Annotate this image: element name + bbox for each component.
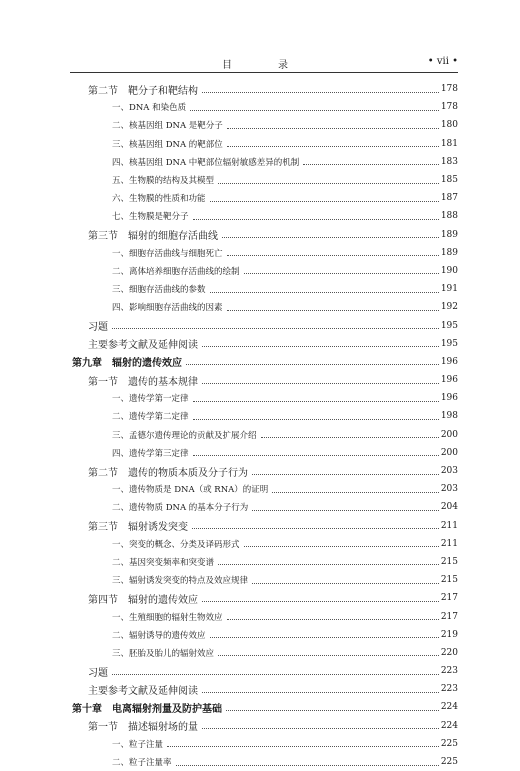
toc-entry-label: 第四节 辐射的遗传效应: [88, 594, 198, 606]
toc-entry-page: 191: [440, 284, 458, 295]
toc-entry-label: 二、辐射诱导的遗传效应: [112, 630, 206, 641]
toc-entry-label: 第二节 靶分子和靶结构: [88, 85, 198, 97]
toc-entry-page: 196: [440, 375, 458, 386]
toc-entry-item: [70, 189, 458, 207]
toc-entry-item: [70, 735, 458, 753]
toc-entry-item: [70, 444, 458, 462]
toc-entry-page: 189: [440, 229, 458, 240]
toc-entry-label: 一、突变的概念、分类及译码形式: [112, 539, 240, 550]
toc-entry-page: 195: [440, 320, 458, 331]
toc-entry-item: [70, 280, 458, 298]
toc-entry-item: [70, 262, 458, 280]
dot-leader: [167, 746, 439, 747]
toc-entry-page: 180: [440, 120, 458, 131]
toc-entry-item: [70, 426, 458, 444]
toc-entry-label: 二、核基因组 DNA 是靶分子: [112, 121, 223, 132]
toc-entry-end: [70, 335, 458, 353]
toc-entry-item: [70, 407, 458, 425]
toc-entry-label: 一、遗传学第一定律: [112, 394, 189, 405]
toc-entry-page: 203: [440, 484, 458, 495]
toc-entry-end: [70, 680, 458, 698]
dot-leader: [226, 710, 439, 711]
dot-leader: [210, 292, 439, 293]
toc-entry-section: [70, 517, 458, 535]
toc-entry-label: 二、遗传物质 DNA 的基本分子行为: [112, 503, 249, 514]
toc-entry-page: 178: [440, 102, 458, 113]
toc-entry-page: 200: [440, 447, 458, 458]
toc-entry-label: 二、粒子注量率: [112, 758, 172, 769]
toc-entry-label: 习题: [88, 667, 108, 679]
toc-entry-label: 第三节 辐射的细胞存活曲线: [88, 231, 218, 243]
header-title: 目 录: [222, 60, 306, 71]
toc-entry-page: 224: [440, 720, 458, 731]
dot-leader: [227, 255, 439, 256]
toc-entry-section: [70, 371, 458, 389]
dot-leader: [303, 164, 439, 165]
toc-entry-page: 188: [440, 211, 458, 222]
toc-entry-item: [70, 607, 458, 625]
dot-leader: [272, 492, 439, 493]
dot-leader: [193, 419, 439, 420]
toc-entry-label: 二、遗传学第二定律: [112, 412, 189, 423]
toc-entry-label: 三、细胞存活曲线的参数: [112, 285, 206, 296]
dot-leader: [202, 346, 439, 347]
toc-entry-item: [70, 571, 458, 589]
toc-entry-label: 四、核基因组 DNA 中靶部位辐射敏感差异的机制: [112, 157, 300, 168]
toc-entry-page: 196: [440, 356, 458, 367]
toc-entry-item: [70, 553, 458, 571]
toc-entry-page: 225: [440, 738, 458, 749]
dot-leader: [227, 310, 439, 311]
toc-entry-label: 一、生殖细胞的辐射生物效应: [112, 612, 223, 623]
toc-entry-item: [70, 389, 458, 407]
toc-entry-page: 200: [440, 429, 458, 440]
dot-leader: [202, 692, 439, 693]
toc-entry-label: 第十章 电离辐射剂量及防护基础: [72, 703, 222, 715]
toc-entry-item: [70, 498, 458, 516]
dot-leader: [218, 655, 439, 656]
toc-entry-label: 四、遗传学第三定律: [112, 448, 189, 459]
toc-entry-item: [70, 153, 458, 171]
toc-entry-page: 203: [440, 466, 458, 477]
dot-leader: [202, 383, 439, 384]
toc-entry-page: 190: [440, 265, 458, 276]
dot-leader: [227, 619, 439, 620]
toc-entry-item: [70, 207, 458, 225]
toc-entry-page: 196: [440, 393, 458, 404]
toc-entry-label: 三、胚胎及胎儿的辐射效应: [112, 648, 215, 659]
dot-leader: [193, 401, 439, 402]
toc-entry-page: 181: [440, 138, 458, 149]
toc-entry-label: 第二节 遗传的物质本质及分子行为: [88, 467, 248, 479]
toc-entry-page: 178: [440, 84, 458, 95]
toc-entry-item: [70, 626, 458, 644]
toc-entry-section: [70, 80, 458, 98]
toc-entry-page: 195: [440, 338, 458, 349]
toc-entry-page: 219: [440, 629, 458, 640]
dot-leader: [244, 273, 439, 274]
toc-entry-label: 七、生物膜是靶分子: [112, 212, 189, 223]
toc-entry-page: 223: [440, 666, 458, 677]
toc-entry-item: [70, 753, 458, 771]
toc-entry-item: [70, 244, 458, 262]
toc-entry-label: 五、生物膜的结构及其模型: [112, 176, 215, 187]
toc-entry-label: 主要参考文献及延伸阅读: [88, 685, 198, 697]
toc-entry-label: 习题: [88, 322, 108, 334]
dot-leader: [244, 546, 439, 547]
toc-entry-page: 211: [440, 538, 458, 549]
dot-leader: [218, 183, 439, 184]
toc-entry-label: 第一节 描述辐射场的量: [88, 722, 198, 734]
dot-leader: [261, 437, 439, 438]
toc-entry-item: [70, 480, 458, 498]
dot-leader: [176, 765, 439, 766]
dot-leader: [222, 237, 439, 238]
toc-entry-label: 三、核基因组 DNA 的靶部位: [112, 139, 223, 150]
page-header: [70, 56, 458, 70]
dot-leader: [186, 364, 439, 365]
dot-leader: [202, 92, 439, 93]
toc-entry-page: 225: [440, 757, 458, 768]
toc-entry-page: 183: [440, 156, 458, 167]
toc-entry-page: 224: [440, 702, 458, 713]
toc-entry-page: 220: [440, 647, 458, 658]
toc-entry-item: [70, 535, 458, 553]
dot-leader: [190, 110, 439, 111]
toc-entry-label: 第九章 辐射的遗传效应: [72, 358, 182, 370]
toc-entry-page: 223: [440, 684, 458, 695]
toc-entry-page: 211: [440, 520, 458, 531]
toc-entry-page: 215: [440, 575, 458, 586]
toc-entry-label: 主要参考文献及延伸阅读: [88, 340, 198, 352]
table-of-contents: [70, 80, 458, 771]
dot-leader: [218, 564, 439, 565]
toc-entry-end: [70, 316, 458, 334]
toc-entry-end: [70, 662, 458, 680]
toc-entry-label: 一、粒子注量: [112, 739, 164, 750]
dot-leader: [193, 219, 439, 220]
toc-entry-item: [70, 644, 458, 662]
dot-leader: [252, 474, 439, 475]
toc-entry-label: 第三节 辐射诱发突变: [88, 522, 188, 534]
dot-leader: [192, 528, 439, 529]
toc-entry-section: [70, 589, 458, 607]
toc-entry-item: [70, 171, 458, 189]
toc-entry-page: 189: [440, 247, 458, 258]
toc-entry-chapter: [70, 698, 458, 716]
dot-leader: [112, 328, 439, 329]
dot-leader: [252, 510, 439, 511]
toc-entry-page: 187: [440, 193, 458, 204]
toc-entry-page: 192: [440, 302, 458, 313]
toc-entry-page: 185: [440, 175, 458, 186]
toc-entry-item: [70, 116, 458, 134]
header-rule: [70, 72, 458, 73]
dot-leader: [227, 128, 439, 129]
toc-entry-label: 三、孟德尔遗传理论的贡献及扩展介绍: [112, 430, 257, 441]
dot-leader: [112, 674, 439, 675]
toc-entry-section: [70, 462, 458, 480]
dot-leader: [202, 601, 439, 602]
toc-entry-item: [70, 298, 458, 316]
dot-leader: [193, 455, 439, 456]
toc-entry-item: [70, 98, 458, 116]
toc-entry-label: 一、遗传物质是 DNA（或 RNA）的证明: [112, 485, 269, 496]
toc-entry-label: 一、DNA 和染色质: [112, 103, 187, 114]
dot-leader: [252, 583, 439, 584]
toc-entry-page: 198: [440, 411, 458, 422]
toc-entry-page: 215: [440, 556, 458, 567]
dot-leader: [227, 146, 439, 147]
toc-entry-label: 一、细胞存活曲线与细胞死亡: [112, 248, 223, 259]
toc-entry-label: 三、辐射诱发突变的特点及效应规律: [112, 576, 249, 587]
toc-entry-label: 二、离体培养细胞存活曲线的绘制: [112, 266, 240, 277]
toc-entry-label: 第一节 遗传的基本规律: [88, 376, 198, 388]
toc-entry-page: 217: [440, 611, 458, 622]
toc-entry-label: 二、基因突变频率和突变谱: [112, 557, 215, 568]
header-page-number: • vii •: [427, 56, 458, 67]
toc-entry-label: 四、影响细胞存活曲线的因素: [112, 303, 223, 314]
toc-entry-page: 217: [440, 593, 458, 604]
toc-entry-section: [70, 226, 458, 244]
toc-entry-page: 204: [440, 502, 458, 513]
toc-entry-item: [70, 135, 458, 153]
dot-leader: [210, 201, 439, 202]
dot-leader: [202, 728, 439, 729]
toc-entry-chapter: [70, 353, 458, 371]
toc-entry-section: [70, 717, 458, 735]
toc-entry-label: 六、生物膜的性质和功能: [112, 194, 206, 205]
dot-leader: [210, 637, 439, 638]
